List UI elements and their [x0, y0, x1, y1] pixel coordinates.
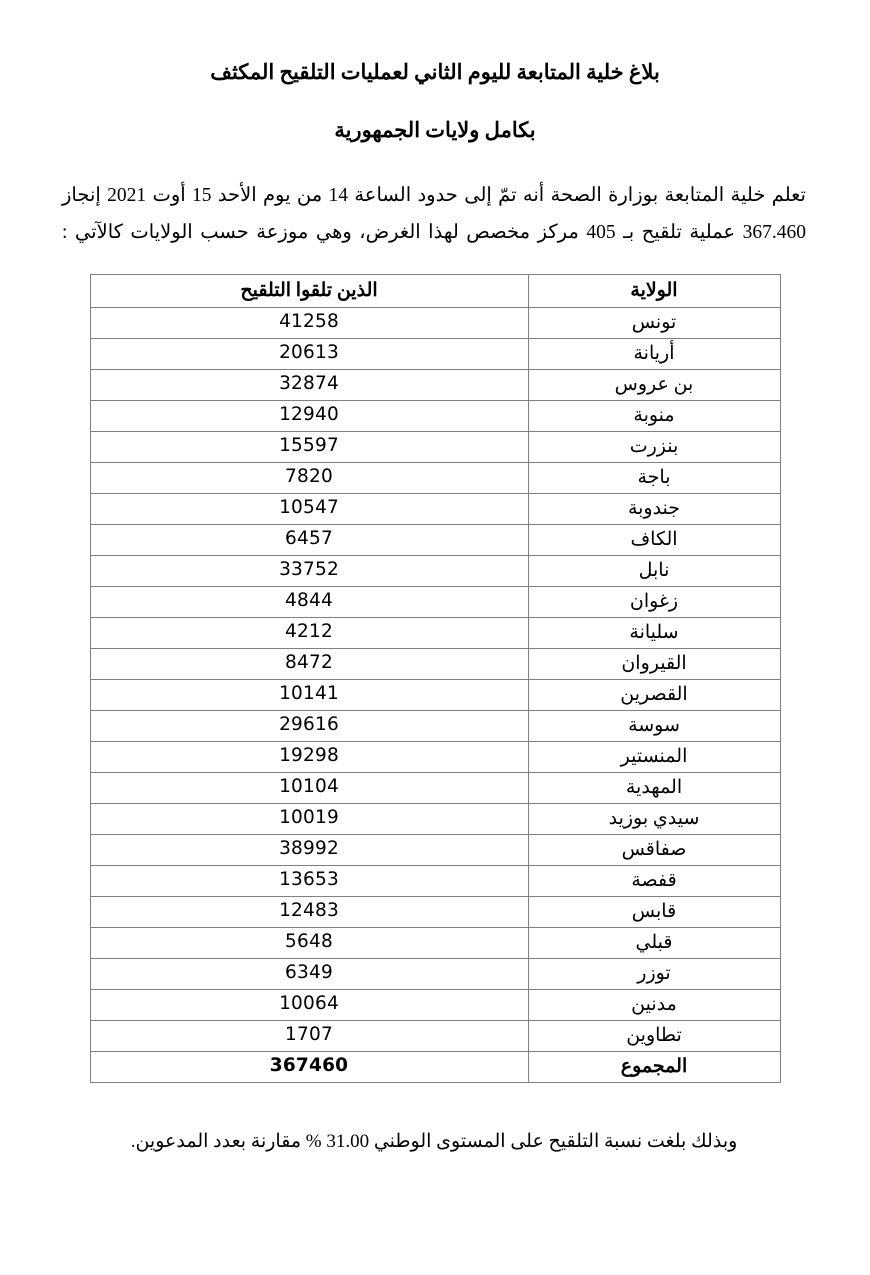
table-total-row: [90, 1052, 780, 1083]
governorate-cell: بن عروس: [528, 370, 780, 401]
table-row: [90, 866, 780, 897]
governorate-cell: باجة: [528, 463, 780, 494]
vaccinated-count-cell: 8472: [90, 649, 528, 680]
governorate-cell: سيدي بوزيد: [528, 804, 780, 835]
title-line-2: بكامل ولايات الجمهورية: [334, 118, 536, 142]
governorate-cell: المهدية: [528, 773, 780, 804]
table-row: [90, 897, 780, 928]
table-row: [90, 649, 780, 680]
table-row: [90, 742, 780, 773]
vaccinated-count-cell: 6349: [90, 959, 528, 990]
table-row: [90, 494, 780, 525]
table-row: [90, 432, 780, 463]
table-row: [90, 711, 780, 742]
governorate-cell: قبلي: [528, 928, 780, 959]
vaccinated-count-cell: 10547: [90, 494, 528, 525]
table-row: [90, 401, 780, 432]
vaccinated-count-cell: 32874: [90, 370, 528, 401]
table-row: [90, 680, 780, 711]
governorate-cell: سليانة: [528, 618, 780, 649]
column-header-vaccinated: الذين تلقوا التلقيح: [90, 275, 528, 308]
vaccination-table-container: [0, 251, 870, 1083]
table-row: [90, 835, 780, 866]
total-label-cell: المجموع: [528, 1052, 780, 1083]
table-row: [90, 339, 780, 370]
governorate-cell: منوبة: [528, 401, 780, 432]
governorate-cell: سوسة: [528, 711, 780, 742]
vaccinated-count-cell: 41258: [90, 308, 528, 339]
table-body: [90, 308, 780, 1083]
governorate-cell: الكاف: [528, 525, 780, 556]
footer-note: وبذلك بلغت نسبة التلقيح على المستوى الوطني 31.00 % مقارنة بعدد المدعوين.: [130, 1131, 738, 1152]
table-row: [90, 804, 780, 835]
table-row: [90, 773, 780, 804]
governorate-cell: تونس: [528, 308, 780, 339]
table-row: [90, 1021, 780, 1052]
table-row: [90, 308, 780, 339]
governorate-cell: المنستير: [528, 742, 780, 773]
vaccinated-count-cell: 5648: [90, 928, 528, 959]
vaccinated-count-cell: 29616: [90, 711, 528, 742]
vaccinated-count-cell: 10104: [90, 773, 528, 804]
table-row: [90, 959, 780, 990]
governorate-cell: بنزرت: [528, 432, 780, 463]
governorate-cell: أريانة: [528, 339, 780, 370]
total-value-cell: 367460: [90, 1052, 528, 1083]
vaccinated-count-cell: 10019: [90, 804, 528, 835]
governorate-cell: قفصة: [528, 866, 780, 897]
vaccinated-count-cell: 12940: [90, 401, 528, 432]
table-row: [90, 618, 780, 649]
vaccinated-count-cell: 4844: [90, 587, 528, 618]
governorate-cell: القصرين: [528, 680, 780, 711]
governorate-cell: قابس: [528, 897, 780, 928]
table-row: [90, 587, 780, 618]
governorate-cell: جندوبة: [528, 494, 780, 525]
vaccinated-count-cell: 1707: [90, 1021, 528, 1052]
table-header-row: [90, 275, 780, 308]
table-row: [90, 990, 780, 1021]
vaccinated-count-cell: 10141: [90, 680, 528, 711]
intro-paragraph: تعلم خلية المتابعة بوزارة الصحة أنه تمّ إلى حدود الساعة 14 من يوم الأحد 15 أوت 2021 إنجاز 367.460 عملية تلقيح بـ 405 مركز مخصص لهذا الغرض، وهي موزعة حسب الولايات كالآتي :: [62, 185, 807, 243]
vaccinated-count-cell: 6457: [90, 525, 528, 556]
governorate-cell: مدنين: [528, 990, 780, 1021]
table-row: [90, 370, 780, 401]
vaccinated-count-cell: 20613: [90, 339, 528, 370]
table-row: [90, 525, 780, 556]
vaccinated-count-cell: 38992: [90, 835, 528, 866]
vaccination-table: [90, 274, 781, 1083]
title-line-1: بلاغ خلية المتابعة لليوم الثاني لعمليات التلقيح المكثف: [210, 60, 660, 84]
vaccinated-count-cell: 19298: [90, 742, 528, 773]
governorate-cell: زغوان: [528, 587, 780, 618]
vaccinated-count-cell: 4212: [90, 618, 528, 649]
table-row: [90, 556, 780, 587]
governorate-cell: تطاوين: [528, 1021, 780, 1052]
governorate-cell: صفاقس: [528, 835, 780, 866]
governorate-cell: توزر: [528, 959, 780, 990]
governorate-cell: نابل: [528, 556, 780, 587]
table-row: [90, 463, 780, 494]
governorate-cell: القيروان: [528, 649, 780, 680]
vaccinated-count-cell: 33752: [90, 556, 528, 587]
table-header: [90, 275, 780, 308]
table-row: [90, 928, 780, 959]
vaccinated-count-cell: 7820: [90, 463, 528, 494]
vaccinated-count-cell: 12483: [90, 897, 528, 928]
column-header-governorate: الولاية: [528, 275, 780, 308]
vaccinated-count-cell: 13653: [90, 866, 528, 897]
vaccinated-count-cell: 15597: [90, 432, 528, 463]
vaccinated-count-cell: 10064: [90, 990, 528, 1021]
page-title: [0, 0, 870, 141]
